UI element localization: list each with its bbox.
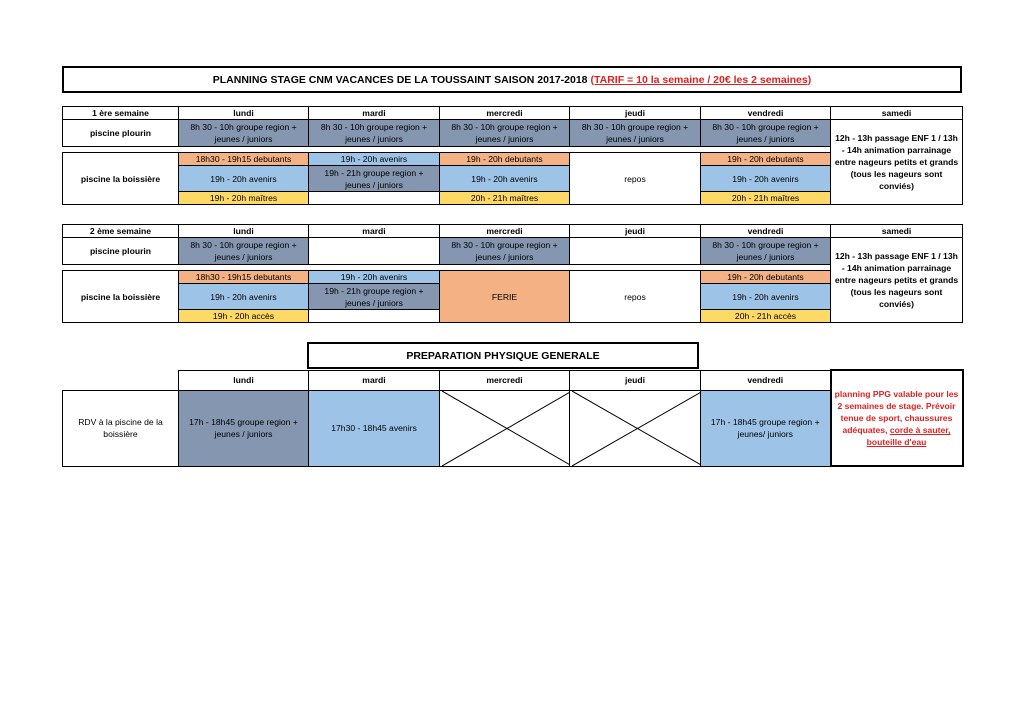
- w2-boissiere-jeudi: repos: [570, 271, 701, 323]
- w1-boissiere-mardi-3: [309, 192, 440, 205]
- day-header-vendredi: vendredi: [701, 107, 831, 120]
- w2-boissiere-lundi-3: 19h - 20h accès: [179, 310, 309, 323]
- ppg-header-lundi: lundi: [179, 370, 309, 390]
- w2-plourin-lundi: 8h 30 - 10h groupe region + jeunes / juniors: [179, 238, 309, 265]
- ppg-mercredi-crossed: [440, 390, 570, 466]
- w2-boissiere-mardi-2: 19h - 21h groupe region + jeunes / juniors: [309, 284, 440, 310]
- w1-plourin-mercredi: 8h 30 - 10h groupe region + jeunes / juniors: [440, 120, 570, 147]
- w1-samedi-note: 12h - 13h passage ENF 1 / 13h - 14h animation parrainage entre nageurs petits et grands (tous les nageurs sont conviés): [831, 120, 963, 205]
- w1-boissiere-vendredi-3: 20h - 21h maîtres: [701, 192, 831, 205]
- cross-mark-icon: [442, 391, 570, 466]
- w1-boissiere-mercredi-1: 19h - 20h debutants: [440, 153, 570, 166]
- w1-boissiere-jeudi: repos: [570, 153, 701, 205]
- w2-day-header-samedi: samedi: [831, 225, 963, 238]
- title-tarif: (TARIF = 10 la semaine / 20€ les 2 semaines): [590, 73, 812, 86]
- ppg-note-underlined: corde à sauter, bouteille d'eau: [866, 425, 951, 447]
- w1-boissiere-mercredi-2: 19h - 20h avenirs: [440, 166, 570, 192]
- cross-mark-icon: [572, 391, 701, 466]
- ppg-header-jeudi: jeudi: [570, 370, 701, 390]
- w2-plourin-mardi: [309, 238, 440, 265]
- row-label-boissiere: piscine la boissière: [63, 153, 179, 205]
- ppg-corner: [63, 370, 179, 390]
- title-main: PLANNING STAGE CNM VACANCES DE LA TOUSSAINT SAISON 2017-2018: [212, 73, 588, 86]
- ppg-title: PREPARATION PHYSIQUE GENERALE: [307, 342, 699, 369]
- w2-day-header-vendredi: vendredi: [701, 225, 831, 238]
- day-header-samedi: samedi: [831, 107, 963, 120]
- w1-boissiere-vendredi-1: 19h - 20h debutants: [701, 153, 831, 166]
- w2-row-label-boissiere: piscine la boissière: [63, 271, 179, 323]
- w1-boissiere-lundi-1: 18h30 - 19h15 debutants: [179, 153, 309, 166]
- ppg-note: [831, 370, 963, 466]
- ppg-jeudi-crossed: [570, 390, 701, 466]
- w2-day-header-mardi: mardi: [309, 225, 440, 238]
- ppg-mardi: 17h30 - 18h45 avenirs: [309, 390, 440, 466]
- week1-label: 1 ère semaine: [63, 107, 179, 120]
- w2-plourin-mercredi: 8h 30 - 10h groupe region + jeunes / juniors: [440, 238, 570, 265]
- ppg-note-text: planning PPG valable pour les 2 semaines de stage. Prévoir tenue de sport, chaussures adéquates,: [834, 389, 959, 435]
- ppg-table: [62, 369, 964, 467]
- w1-plourin-lundi: 8h 30 - 10h groupe region + jeunes / juniors: [179, 120, 309, 147]
- day-header-jeudi: jeudi: [570, 107, 701, 120]
- w1-boissiere-mardi-2: 19h - 21h groupe region + jeunes / juniors: [309, 166, 440, 192]
- w1-plourin-vendredi: 8h 30 - 10h groupe region + jeunes / juniors: [701, 120, 831, 147]
- w2-boissiere-mardi-3: [309, 310, 440, 323]
- page-title: [62, 66, 962, 93]
- w1-plourin-jeudi: 8h 30 - 10h groupe region + jeunes / juniors: [570, 120, 701, 147]
- w1-boissiere-mardi-1: 19h - 20h avenirs: [309, 153, 440, 166]
- w2-plourin-vendredi: 8h 30 - 10h groupe region + jeunes / juniors: [701, 238, 831, 265]
- week2-table: [62, 224, 963, 323]
- w2-boissiere-vendredi-2: 19h - 20h avenirs: [701, 284, 831, 310]
- day-header-lundi: lundi: [179, 107, 309, 120]
- w1-boissiere-mercredi-3: 20h - 21h maîtres: [440, 192, 570, 205]
- week1-table: [62, 106, 963, 205]
- ppg-vendredi: 17h - 18h45 groupe region + jeunes/ juniors: [701, 390, 831, 466]
- w2-boissiere-lundi-2: 19h - 20h avenirs: [179, 284, 309, 310]
- w2-boissiere-vendredi-1: 19h - 20h debutants: [701, 271, 831, 284]
- w2-day-header-mercredi: mercredi: [440, 225, 570, 238]
- w2-samedi-note: 12h - 13h passage ENF 1 / 13h - 14h animation parrainage entre nageurs petits et grands (tous les nageurs sont conviés): [831, 238, 963, 323]
- w1-boissiere-vendredi-2: 19h - 20h avenirs: [701, 166, 831, 192]
- ppg-header-mercredi: mercredi: [440, 370, 570, 390]
- w2-boissiere-lundi-1: 18h30 - 19h15 debutants: [179, 271, 309, 284]
- w2-day-header-lundi: lundi: [179, 225, 309, 238]
- w1-plourin-mardi: 8h 30 - 10h groupe region + jeunes / juniors: [309, 120, 440, 147]
- w2-boissiere-vendredi-3: 20h - 21h accès: [701, 310, 831, 323]
- w2-row-label-plourin: piscine plourin: [63, 238, 179, 265]
- ppg-header-vendredi: vendredi: [701, 370, 831, 390]
- ppg-rdv-label: RDV à la piscine de la boissière: [63, 390, 179, 466]
- w2-boissiere-mardi-1: 19h - 20h avenirs: [309, 271, 440, 284]
- day-header-mardi: mardi: [309, 107, 440, 120]
- w2-boissiere-mercredi-ferie: FERIE: [440, 271, 570, 323]
- week2-label: 2 ème semaine: [63, 225, 179, 238]
- ppg-header-mardi: mardi: [309, 370, 440, 390]
- row-label-plourin: piscine plourin: [63, 120, 179, 147]
- w2-day-header-jeudi: jeudi: [570, 225, 701, 238]
- w2-plourin-jeudi: [570, 238, 701, 265]
- w1-boissiere-lundi-2: 19h - 20h avenirs: [179, 166, 309, 192]
- ppg-lundi: 17h - 18h45 groupe region + jeunes / juniors: [179, 390, 309, 466]
- w1-boissiere-lundi-3: 19h - 20h maîtres: [179, 192, 309, 205]
- day-header-mercredi: mercredi: [440, 107, 570, 120]
